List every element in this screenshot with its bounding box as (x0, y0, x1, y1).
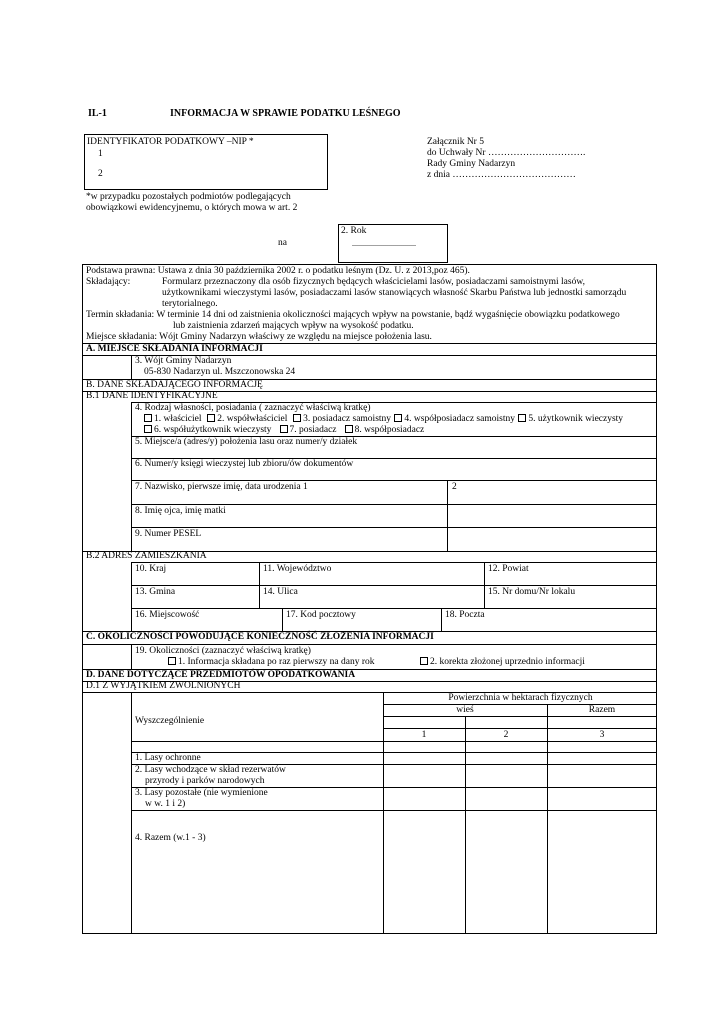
section-b1-title: B.1 DANE IDENTYFIKACYJNE (86, 391, 218, 401)
area-header: Powierzchnia w hektarach fizycznych (448, 693, 593, 703)
year-prefix: na (278, 238, 287, 248)
submitter-label: Składający: (86, 277, 131, 287)
field-14-street[interactable]: 14. Ulica (263, 587, 298, 597)
section-b-title: B. DANE SKŁADAJĄCEGO INFORMACJĘ (86, 380, 263, 390)
row-other-forests-line-2: w w. 1 i 2) (145, 799, 186, 809)
footnote-line-1: *w przypadku pozostałych podmiotów podlegających (86, 192, 291, 202)
tax-id-line-2: 2 (98, 169, 103, 179)
checkbox-icon[interactable] (394, 414, 402, 422)
spec-header: Wyszczególnienie (135, 716, 205, 726)
year-dots: ................................ (352, 239, 416, 248)
tax-id-label: IDENTYFIKATOR PODATKOWY –NIP * (87, 137, 254, 147)
section-a-title: A. MIEJSCE SKŁADANIA INFORMACJI (86, 344, 263, 354)
ownership-option-4[interactable]: 4. współposiadacz samoistny (393, 414, 515, 424)
tax-id-line-1: 1 (98, 149, 103, 159)
deadline-line-1: Termin składania: W terminie 14 dni od zaistnienia okoliczności mających wpływ na powstanie, bądź wygaśnięcie obowiązku podatkowego (86, 310, 620, 320)
ownership-option-6[interactable]: 6. współużytkownik wieczysty (143, 425, 271, 435)
field-3-line-2: 05-830 Nadarzyn ul. Mszczonowska 24 (144, 367, 296, 377)
row-reserves-line-2: przyrody i parków narodowych (145, 776, 265, 786)
year-label: 2. Rok (341, 226, 367, 236)
field-18-post-office[interactable]: 18. Poczta (445, 610, 485, 620)
field-4-options-row-2 (143, 425, 424, 436)
section-b2-title: B.2 ADRES ZAMIESZKANIA (86, 551, 207, 561)
checkbox-icon[interactable] (420, 657, 428, 665)
field-7-second[interactable]: 2 (452, 482, 457, 492)
attachment-line-1: Załącznik Nr 5 (427, 137, 484, 147)
section-d-title: D. DANE DOTYCZĄCE PRZEDMIOTÓW OPODATKOWANIA (86, 670, 356, 680)
field-13-municipality[interactable]: 13. Gmina (135, 587, 176, 597)
field-4-options-row-1 (143, 414, 623, 425)
legal-basis: Podstawa prawna: Ustawa z dnia 30 października 2002 r. o podatku leśnym (Dz. U. z 2013,poz 465). (86, 266, 470, 276)
field-5-label[interactable]: 5. Miejsce/a (adres/y) położenia lasu oraz numer/y działek (135, 437, 358, 447)
field-4-label: 4. Rodzaj własności, posiadania ( zaznaczyć właściwą kratkę) (135, 403, 371, 413)
field-7-label[interactable]: 7. Nazwisko, pierwsze imię, data urodzenia 1 (135, 482, 308, 492)
field-16-city[interactable]: 16. Miejscowość (135, 610, 200, 620)
ownership-option-3[interactable]: 3. posiadacz samoistny (292, 414, 391, 424)
row-other-forests-line-1: 3. Lasy pozostałe (nie wymienione (135, 788, 268, 798)
attachment-line-2: do Uchwały Nr …………………………. (427, 148, 586, 158)
section-c-title: C. OKOLICZNOŚCI POWODUJĄCE KONIECZNOŚĆ ZŁOŻENIA INFORMACJI (86, 632, 434, 642)
ownership-option-1[interactable]: 1. właściciel (143, 414, 201, 424)
field-19-label: 19. Okoliczności (zaznaczyć właściwą kratkę) (135, 646, 311, 656)
field-12-county[interactable]: 12. Powiat (488, 564, 529, 574)
submitter-line-2: użytkownikami wieczystymi lasów, posiadaczami lasów stanowiących własność Skarbu Państwa lub jednostki samorządu (162, 288, 627, 298)
form-code: IL-1 (88, 108, 107, 119)
field-9-label[interactable]: 9. Numer PESEL (135, 529, 202, 539)
field-15-house-number[interactable]: 15. Nr domu/Nr lokalu (488, 587, 576, 597)
col-2-header: 2 (503, 730, 509, 740)
checkbox-icon[interactable] (144, 425, 152, 433)
total-header: Razem (588, 705, 616, 715)
checkbox-icon[interactable] (168, 657, 176, 665)
attachment-line-4: z dnia ………………………………… (427, 170, 576, 180)
circumstance-option-1[interactable]: 1. Informacja składana po raz pierwszy na dany rok (167, 657, 375, 668)
checkbox-icon[interactable] (518, 414, 526, 422)
col-3-header: 3 (599, 730, 605, 740)
checkbox-icon[interactable] (280, 425, 288, 433)
field-6-label[interactable]: 6. Numer/y księgi wieczystej lub zbioru/ów dokumentów (135, 459, 354, 469)
form-title: INFORMACJA W SPRAWIE PODATKU LEŚNEGO (170, 108, 401, 119)
footnote-line-2: obowiązkowi ewidencyjnemu, o których mowa w art. 2 (86, 203, 298, 213)
submission-place: Miejsce składania: Wójt Gminy Nadarzyn właściwy ze względu na miejsce położenia lasu. (86, 332, 432, 342)
ownership-option-5[interactable]: 5. użytkownik wieczysty (517, 414, 623, 424)
field-17-postal-code[interactable]: 17. Kod pocztowy (286, 610, 356, 620)
ownership-option-2[interactable]: 2. współwłaściciel (206, 414, 287, 424)
rural-header: wieś (456, 705, 474, 715)
field-10-country[interactable]: 10. Kraj (135, 564, 167, 574)
checkbox-icon[interactable] (144, 414, 152, 422)
field-11-voivodeship[interactable]: 11. Województwo (263, 564, 332, 574)
ownership-option-8[interactable]: 8. współposiadacz (344, 425, 425, 435)
attachment-line-3: Rady Gminy Nadarzyn (427, 159, 516, 169)
checkbox-icon[interactable] (293, 414, 301, 422)
row-total: 4. Razem (w.1 - 3) (135, 833, 206, 843)
ownership-option-7[interactable]: 7. posiadacz (279, 425, 337, 435)
checkbox-icon[interactable] (207, 414, 215, 422)
circumstance-option-2[interactable]: 2. korekta złożonej uprzednio informacji (419, 657, 585, 668)
row-reserves-line-1: 2. Lasy wchodzące w skład rezerwatów (135, 765, 286, 775)
submitter-line-1: Formularz przeznaczony dla osób fizycznych będących właścicielami lasów, posiadaczami samoistnymi lasów, (162, 277, 585, 287)
field-3-line-1: 3. Wójt Gminy Nadarzyn (135, 356, 232, 366)
col-1-header: 1 (421, 730, 427, 740)
section-d1-title: D.1 Z WYJĄTKIEM ZWOLNIONYCH (86, 681, 241, 691)
deadline-line-2: lub zaistnienia zdarzeń mających wpływ na wysokość podatku. (173, 321, 414, 331)
checkbox-icon[interactable] (345, 425, 353, 433)
submitter-line-3: terytorialnego. (162, 299, 218, 309)
field-8-label[interactable]: 8. Imię ojca, imię matki (135, 506, 226, 516)
row-protective-forests: 1. Lasy ochronne (135, 753, 201, 763)
